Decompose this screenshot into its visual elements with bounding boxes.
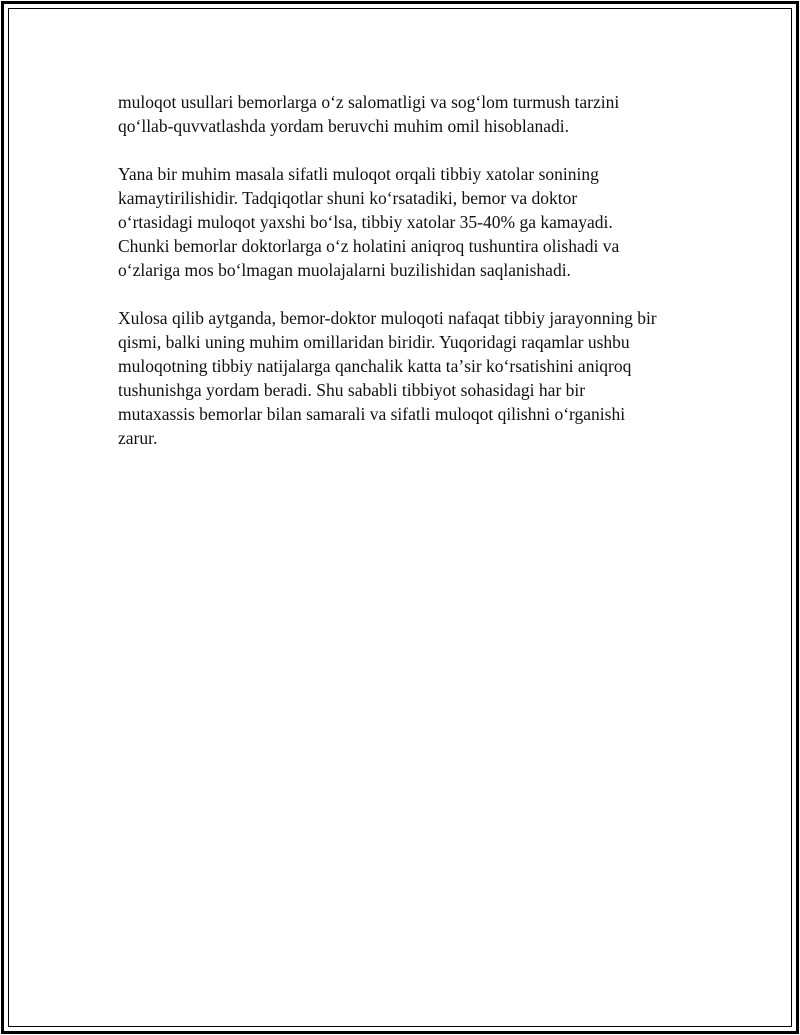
text-line: Chunki bemorlar doktorlarga oʻz holatini aniqroq tushuntira olishadi va <box>118 236 620 256</box>
text-line: oʻzlariga mos boʻlmagan muolajalarni buzilishidan saqlanishadi. <box>118 260 571 280</box>
paragraph <box>118 306 708 450</box>
paragraph <box>118 90 708 138</box>
text-line: zarur. <box>118 428 158 448</box>
text-line: kamaytirilishidir. Tadqiqotlar shuni koʻrsatadiki, bemor va doktor <box>118 188 578 208</box>
paragraph <box>118 162 708 282</box>
text-line: muloqot usullari bemorlarga oʻz salomatligi va sogʻlom turmush tarzini <box>118 92 620 112</box>
text-line: Xulosa qilib aytganda, bemor-doktor muloqoti nafaqat tibbiy jarayonning bir <box>118 308 657 328</box>
document-body <box>118 90 708 474</box>
text-line: mutaxassis bemorlar bilan samarali va sifatli muloqot qilishni oʻrganishi <box>118 404 626 424</box>
text-line: qismi, balki uning muhim omillaridan biridir. Yuqoridagi raqamlar ushbu <box>118 332 630 352</box>
text-line: tushunishga yordam beradi. Shu sababli tibbiyot sohasidagi har bir <box>118 380 586 400</box>
text-line: Yana bir muhim masala sifatli muloqot orqali tibbiy xatolar sonining <box>118 164 599 184</box>
text-line: oʻrtasidagi muloqot yaxshi boʻlsa, tibbiy xatolar 35-40% ga kamayadi. <box>118 212 613 232</box>
text-line: qoʻllab-quvvatlashda yordam beruvchi muhim omil hisoblanadi. <box>118 116 570 136</box>
text-line: muloqotning tibbiy natijalarga qanchalik katta taʼsir koʻrsatishini aniqroq <box>118 356 632 376</box>
